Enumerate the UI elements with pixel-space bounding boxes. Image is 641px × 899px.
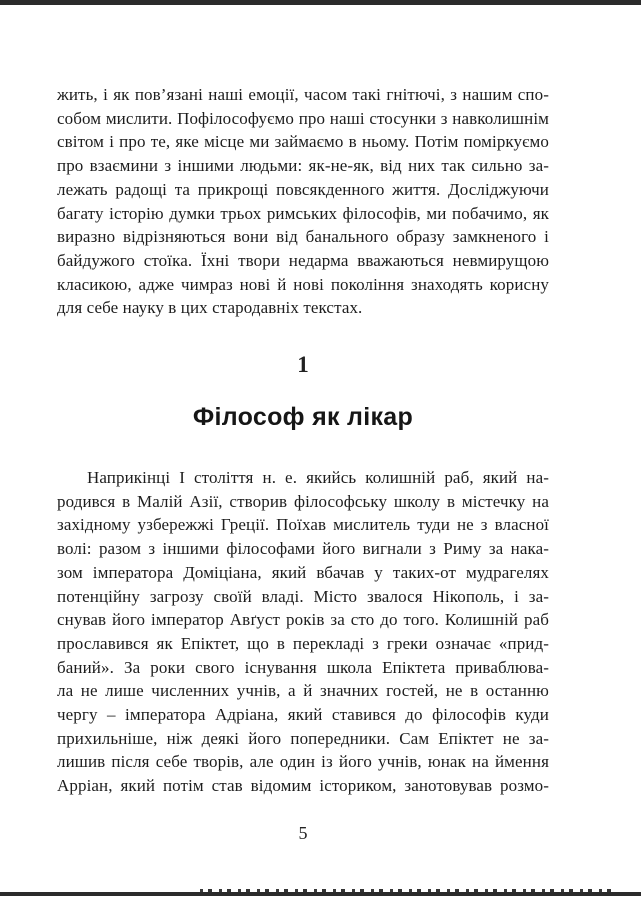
text-line: жить, і як пов’язані наші емоції, часом такі гнітючі, з нашим спо-: [57, 85, 549, 104]
text-line: Арріан, який потім став відомим істориком, занотовував розмо-: [57, 776, 549, 796]
text-line: про взаємини з іншими людьми: як-не-як, від них так сильно за-: [57, 156, 549, 176]
text-line: Наприкінці І століття н. е. якийсь колишній раб, який на-: [87, 468, 549, 487]
text-line: прихильніше, ніж деякі його попередники. Сам Епіктет не за-: [57, 728, 549, 748]
text-line: виразно відрізняються вони від банального образу замкненого і: [57, 227, 549, 247]
adjacent-page-edge-bottom: [0, 892, 641, 896]
text-line: багату історію думки трьох римських філософів, ми побачимо, як: [57, 203, 549, 223]
text-line: собом мислити. Пофілософуємо про наші стосунки з навколишнім: [57, 108, 549, 128]
text-line: світом і про те, яке місце ми займаємо в ньому. Потім поміркуємо: [57, 132, 549, 152]
text-line: байдужого стоїка. Їхні твори недарма вважаються невмирущою: [57, 250, 549, 270]
text-line: західному узбережжі Греції. Поїхав мислитель туди не з власної: [57, 515, 549, 535]
text-line: для себе науку в цих стародавніх текстах.: [57, 298, 363, 318]
text-line: волі: разом з іншими філософами його вигнали з Риму за нака-: [57, 539, 549, 559]
text-line: лежать радощі та прикрощі повсякденного життя. Досліджуючи: [57, 179, 549, 199]
text-line: баний». За роки свого існування школа Епіктета приваблюва-: [57, 657, 549, 677]
text-line: потенційну загрозу своїй владі. Місто звалося Нікополь, і за-: [57, 586, 549, 606]
text-line: прославився як Епіктет, що в перекладі з греки означає «прид-: [57, 633, 549, 653]
text-line: родився в Малій Азії, створив філософську школу в містечку на: [57, 491, 549, 511]
chapter-first-paragraph: [57, 466, 549, 798]
text-line: ла не лише численних учнів, а й значних гостей, не в останню: [57, 681, 549, 701]
text-line: чергу – імператора Адріана, який ставився до філософів куди: [57, 705, 549, 725]
text-line: зом імператора Доміціана, який вбачав у таких-от мудрагелях: [57, 562, 549, 582]
chapter-number: 1: [297, 352, 309, 377]
paragraph-continuation: [57, 83, 549, 320]
text-line: лишив після себе творів, але один із його учнів, юнак на ймення: [57, 752, 549, 772]
text-line: снував його імператор Авґуст років за сто до того. Колишній раб: [57, 610, 549, 630]
page-number: 5: [298, 823, 308, 843]
chapter-title: Філософ як лікар: [192, 403, 414, 431]
text-line: класикою, адже чимраз нові й нові покоління знаходять корисну: [57, 274, 549, 294]
adjacent-page-edge-top: [0, 0, 641, 5]
